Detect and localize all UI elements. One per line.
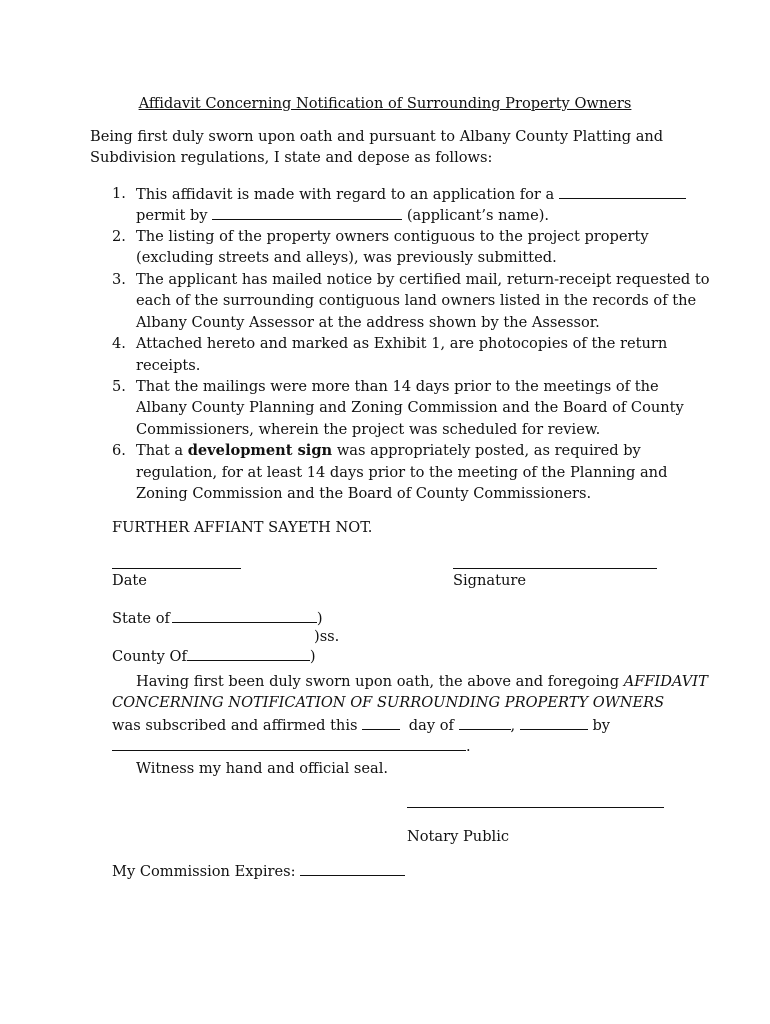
state-blank[interactable]	[172, 608, 317, 623]
state-line	[112, 608, 323, 629]
intro-line-1: Being first duly sworn upon oath and pursuant to Albany County Platting and	[90, 128, 664, 145]
witness-statement: Witness my hand and official seal.	[136, 760, 389, 777]
state-close-paren: )	[316, 610, 323, 627]
date-label: Date	[112, 572, 147, 589]
county-line	[112, 646, 316, 667]
oath-line-3	[112, 715, 610, 736]
list-item-3: The applicant has mailed notice by certified mail, return-receipt requested to	[136, 271, 710, 288]
oath-affidavit-italic: AFFIDAVIT	[623, 673, 708, 690]
county-close-paren: )	[309, 648, 316, 665]
state-label: State of	[112, 610, 170, 627]
signature-line[interactable]	[453, 568, 657, 569]
list-item-6-cont: Zoning Commission and the Board of County Commissioners.	[136, 485, 592, 502]
item-text: This affidavit is made with regard to an application for a	[136, 186, 555, 203]
development-sign-emphasis: development sign	[187, 442, 333, 459]
county-blank[interactable]	[187, 646, 310, 661]
list-item-2-cont: (excluding streets and alleys), was previously submitted.	[136, 249, 557, 266]
item-number: 4.	[112, 335, 126, 352]
oath-text: by	[592, 717, 611, 734]
applicant-name-blank[interactable]	[212, 205, 402, 220]
list-item-2: The listing of the property owners contiguous to the project property	[136, 228, 649, 245]
county-label: County Of	[112, 648, 187, 665]
day-number-blank[interactable]	[362, 715, 400, 730]
oath-period: .	[466, 738, 471, 755]
oath-text: was subscribed and affirmed this	[112, 717, 358, 734]
item-number: 2.	[112, 228, 126, 245]
list-item-1	[136, 184, 686, 205]
notary-label: Notary Public	[407, 828, 510, 845]
list-item-5: That the mailings were more than 14 days prior to the meetings of the	[136, 378, 659, 395]
notary-signature-line[interactable]	[407, 807, 664, 808]
list-item-3-cont: Albany County Assessor at the address shown by the Assessor.	[136, 314, 600, 331]
list-item-4: Attached hereto and marked as Exhibit 1, are photocopies of the return	[136, 335, 668, 352]
commission-expires-line	[112, 861, 405, 882]
item-text: permit by	[136, 207, 208, 224]
oath-line-1	[136, 672, 708, 692]
list-item-5-cont: Albany County Planning and Zoning Commission and the Board of County	[136, 399, 684, 416]
list-item-3-cont: each of the surrounding contiguous land owners listed in the records of the	[136, 292, 697, 309]
month-blank[interactable]	[459, 715, 511, 730]
item-text: was appropriately posted, as required by	[336, 442, 641, 459]
year-blank[interactable]	[520, 715, 588, 730]
item-number: 3.	[112, 271, 126, 288]
item-number: 6.	[112, 442, 126, 459]
oath-line-2: CONCERNING NOTIFICATION OF SURROUNDING PROPERTY OWNERS	[112, 694, 665, 711]
oath-comma: ,	[510, 717, 516, 734]
oath-line-4	[112, 736, 471, 757]
commission-label: My Commission Expires:	[112, 863, 296, 880]
item-text: (applicant’s name).	[406, 207, 550, 224]
application-type-blank[interactable]	[559, 184, 686, 199]
list-item-6-cont: regulation, for at least 14 days prior to the meeting of the Planning and	[136, 464, 668, 481]
commission-expiry-blank[interactable]	[300, 861, 405, 876]
oath-text: Having first been duly sworn upon oath, the above and foregoing	[136, 673, 620, 690]
item-number: 5.	[112, 378, 126, 395]
ss-notation: )ss.	[314, 628, 340, 645]
item-number: 1.	[112, 185, 126, 202]
date-line[interactable]	[112, 568, 241, 569]
intro-line-2: Subdivision regulations, I state and depose as follows:	[90, 149, 493, 166]
list-item-5-cont: Commissioners, wherein the project was scheduled for review.	[136, 421, 601, 438]
list-item-6	[136, 441, 641, 461]
list-item-1-cont	[136, 205, 549, 226]
oath-text: day of	[408, 717, 454, 734]
document-title: Affidavit Concerning Notification of Surrounding Property Owners	[138, 95, 632, 112]
list-item-4-cont: receipts.	[136, 357, 201, 374]
affiant-name-blank[interactable]	[112, 736, 466, 751]
further-affiant: FURTHER AFFIANT SAYETH NOT.	[112, 519, 373, 536]
item-text: That a	[136, 442, 184, 459]
signature-label: Signature	[453, 572, 526, 589]
